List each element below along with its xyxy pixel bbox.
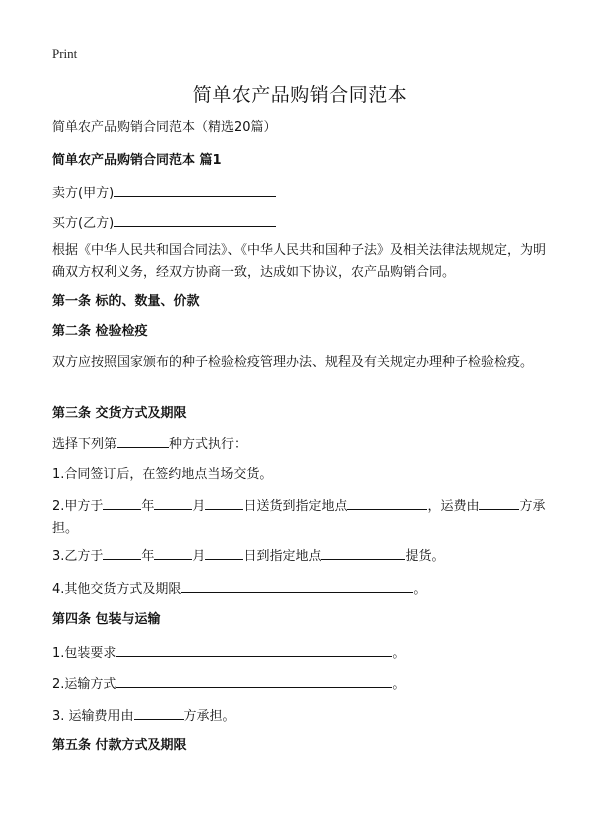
item-3-to: 日到指定地点: [243, 549, 322, 564]
item-2-place-blank: [347, 495, 427, 510]
seller-blank: [114, 182, 276, 197]
choose-line: [52, 433, 247, 455]
choose-blank: [117, 433, 169, 448]
intro-paragraph: 根据《中华人民共和国合同法》、《中华人民共和国种子法》及相关法律法规规定，为明确双方权利义务，经双方协商一致，达成如下协议，农产品购销合同。: [52, 243, 547, 280]
choose-suffix: 种方式执行：: [169, 437, 248, 452]
pack-blank: [116, 642, 392, 657]
transport-end: 。: [392, 677, 406, 692]
item-2-month: 月: [192, 499, 206, 514]
transport-prefix: 2.运输方式: [52, 677, 117, 692]
item-3-place-blank: [321, 545, 405, 560]
item-2-send: 日送货到指定地点: [243, 499, 348, 514]
page-title: 简单农产品购销合同范本: [192, 84, 408, 106]
item-3-year-blank: [103, 545, 141, 560]
article-2-text: 双方应按照国家颁布的种子检验检疫管理办法、规程及有关规定办理种子检验检疫。: [52, 355, 534, 370]
choose-prefix: 选择下列第: [52, 437, 118, 452]
buyer-blank: [114, 212, 276, 227]
item-4-prefix: 4.其他交货方式及期限: [52, 582, 182, 597]
item-2-day-blank: [205, 495, 243, 510]
item-3-year: 年: [141, 549, 155, 564]
item-1: 1.合同签订后，在签约地点当场交货。: [52, 467, 273, 482]
cost-line: [52, 705, 236, 727]
transport-blank: [116, 673, 392, 688]
article-1-heading: 第一条 标的、数量、价款: [52, 294, 200, 309]
item-2-bear: 方承担。: [52, 499, 546, 536]
item-3-prefix: 3.乙方于: [52, 549, 104, 564]
pack-end: 。: [392, 646, 406, 661]
item-4: [52, 578, 426, 600]
pack-line: [52, 642, 405, 664]
article-2-heading: 第二条 检验检疫: [52, 324, 148, 339]
item-2: [52, 495, 552, 540]
document-subtitle: 简单农产品购销合同范本（精选20篇）: [52, 120, 277, 135]
article-5-heading: 第五条 付款方式及期限: [52, 738, 187, 753]
item-2-prefix: 2.甲方于: [52, 499, 104, 514]
seller-label: 卖方(甲方): [52, 186, 115, 201]
transport-line: [52, 673, 405, 695]
item-4-end: 。: [413, 582, 427, 597]
item-3-day-blank: [205, 545, 243, 560]
section-heading: 简单农产品购销合同范本 篇1: [52, 153, 222, 168]
article-4-heading: 第四条 包装与运输: [52, 612, 161, 627]
item-2-year-blank: [103, 495, 141, 510]
pack-prefix: 1.包装要求: [52, 646, 117, 661]
item-2-year: 年: [141, 499, 155, 514]
item-3-month: 月: [192, 549, 206, 564]
cost-suffix: 方承担。: [183, 709, 236, 724]
item-3-month-blank: [154, 545, 192, 560]
item-3-pickup: 提货。: [405, 549, 445, 564]
item-2-fee: ，运费由: [427, 499, 480, 514]
cost-prefix: 3. 运输费用由: [52, 709, 134, 724]
item-2-fee-blank: [479, 495, 519, 510]
item-3: [52, 545, 444, 567]
buyer-label: 买方(乙方): [52, 216, 115, 231]
seller-line: [52, 182, 276, 204]
print-link[interactable]: Print: [52, 46, 78, 61]
cost-blank: [134, 705, 184, 720]
item-2-month-blank: [154, 495, 192, 510]
buyer-line: [52, 212, 276, 234]
article-3-heading: 第三条 交货方式及期限: [52, 406, 187, 421]
item-4-blank: [181, 578, 413, 593]
